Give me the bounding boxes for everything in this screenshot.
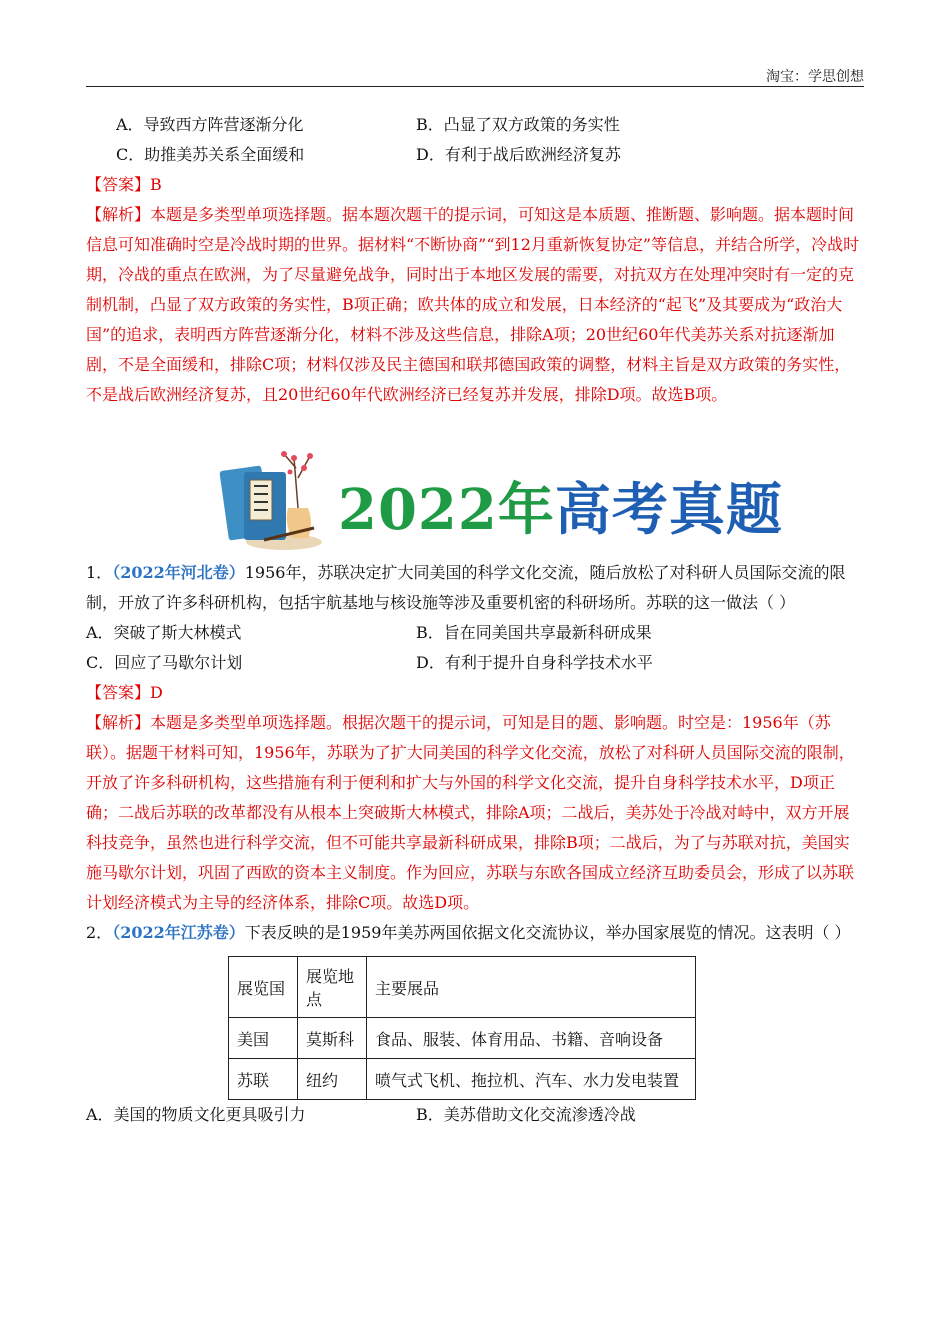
prev-answer: 【答案】B <box>86 175 162 194</box>
q2-options-row-1 <box>86 1100 864 1130</box>
prev-option-d: D．有利于战后欧洲经济复苏 <box>416 145 621 164</box>
q1-option-d: D．有利于提升自身科学技术水平 <box>416 653 653 672</box>
question-1-text: 1956年，苏联决定扩大同美国的科学文化交流，随后放松了对科研人员国际交流的限制，开放了许多科研机构，包括宇航基地与核设施等涉及重要机密的科研场所。苏联的这一做法（ ） <box>86 563 846 612</box>
q1-options-row-2 <box>86 648 864 678</box>
prev-option-c: C．助推美苏关系全面缓和 <box>116 145 305 164</box>
section-banner <box>86 448 864 558</box>
banner-heading: 高考真题 <box>554 477 783 543</box>
q1-options-row-1 <box>86 618 864 648</box>
question-2-stem <box>86 918 864 948</box>
table-header-cell: 展览国 <box>229 957 298 1018</box>
table-cell: 美国 <box>229 1018 298 1059</box>
q1-answer: 【答案】D <box>86 683 163 702</box>
q1-analysis: 【解析】本题是多类型单项选择题。根据次题干的提示词，可知是目的题、影响题。时空是：1956年（苏联）。据题干材料可知，1956年，苏联为了扩大同美国的科学文化交流，放松了对科研人员国际交流的限制，开放了许多科研机构，这些措施有利于便利和扩大与外国的科学文化交流，提升自身科学技术水平，D项正确；二战后苏联的改革都没有从根本上突破斯大林模式，排除A项；二战后，美苏处于冷战对峙中，双方开展科技竞争，虽然也进行科学交流，但不可能共享最新科研成果，排除B项；二战后，为了与苏联对抗，美国实施马歇尔计划，巩固了西欧的资本主义制度。作为回应，苏联与东欧各国成立经济互助委员会，形成了以苏联计划经济模式为主导的经济体系，排除C项。故选D项。 <box>86 713 855 912</box>
q1-option-a: A．突破了斯大林模式 <box>86 623 242 642</box>
table-header-cell: 主要展品 <box>367 957 696 1018</box>
books-vase-illustration <box>214 448 324 554</box>
table-header-cell: 展览地点 <box>298 957 367 1018</box>
table-cell: 苏联 <box>229 1059 298 1100</box>
question-1-number: 1． <box>86 563 113 582</box>
page-content <box>86 110 864 1130</box>
header-text: 淘宝：学思创想 <box>766 69 864 85</box>
prev-option-a: A．导致西方阵营逐渐分化 <box>116 115 304 134</box>
question-1-stem <box>86 558 864 618</box>
prev-options-row-2 <box>86 140 864 170</box>
q1-option-b: B．旨在同美国共享最新科研成果 <box>416 623 652 642</box>
header-divider <box>86 86 864 87</box>
exhibition-table <box>228 956 696 1100</box>
question-2-number: 2． <box>86 923 113 942</box>
table-row <box>229 1018 696 1059</box>
question-2-source: （2022年江苏卷） <box>112 923 245 942</box>
table-cell: 喷气式飞机、拖拉机、汽车、水力发电装置 <box>367 1059 696 1100</box>
banner-title <box>338 466 783 546</box>
q2-option-b: B．美苏借助文化交流渗透冷战 <box>416 1105 636 1124</box>
question-2-text: 下表反映的是1959年美苏两国依据文化交流协议，举办国家展览的情况。这表明（ ） <box>244 923 851 942</box>
prev-options-row-1 <box>86 110 864 140</box>
prev-analysis: 【解析】本题是多类型单项选择题。据本题次题干的提示词，可知这是本质题、推断题、影响题。据本题时间信息可知准确时空是冷战时期的世界。据材料“不断协商”“到12月重新恢复协定”等信息，并结合所学，冷战时期，冷战的重点在欧洲，为了尽量避免战争，同时出于本地区发展的需要，对抗双方在处理冲突时有一定的克制机制，凸显了双方政策的务实性，B项正确；欧共体的成立和发展，日本经济的“起飞”及其要成为“政治大国”的追求，表明西方阵营逐渐分化，材料不涉及这些信息，排除A项；20世纪60年代美苏关系对抗逐渐加剧，不是全面缓和，排除C项；材料仅涉及民主德国和联邦德国政策的调整，材料主旨是双方政策的务实性，不是战后欧洲经济复苏，且20世纪60年代欧洲经济已经复苏并发展，排除D项。故选B项。 <box>86 205 860 404</box>
banner-year: 2022年 <box>338 477 555 543</box>
question-1-source: （2022年河北卷） <box>112 563 245 582</box>
table-cell: 纽约 <box>298 1059 367 1100</box>
q1-option-c: C．回应了马歇尔计划 <box>86 653 243 672</box>
table-cell: 食品、服装、体育用品、书籍、音响设备 <box>367 1018 696 1059</box>
table-header-row <box>229 957 696 1018</box>
q2-option-a: A．美国的物质文化更具吸引力 <box>86 1105 306 1124</box>
table-cell: 莫斯科 <box>298 1018 367 1059</box>
table-row <box>229 1059 696 1100</box>
prev-option-b: B．凸显了双方政策的务实性 <box>416 115 620 134</box>
